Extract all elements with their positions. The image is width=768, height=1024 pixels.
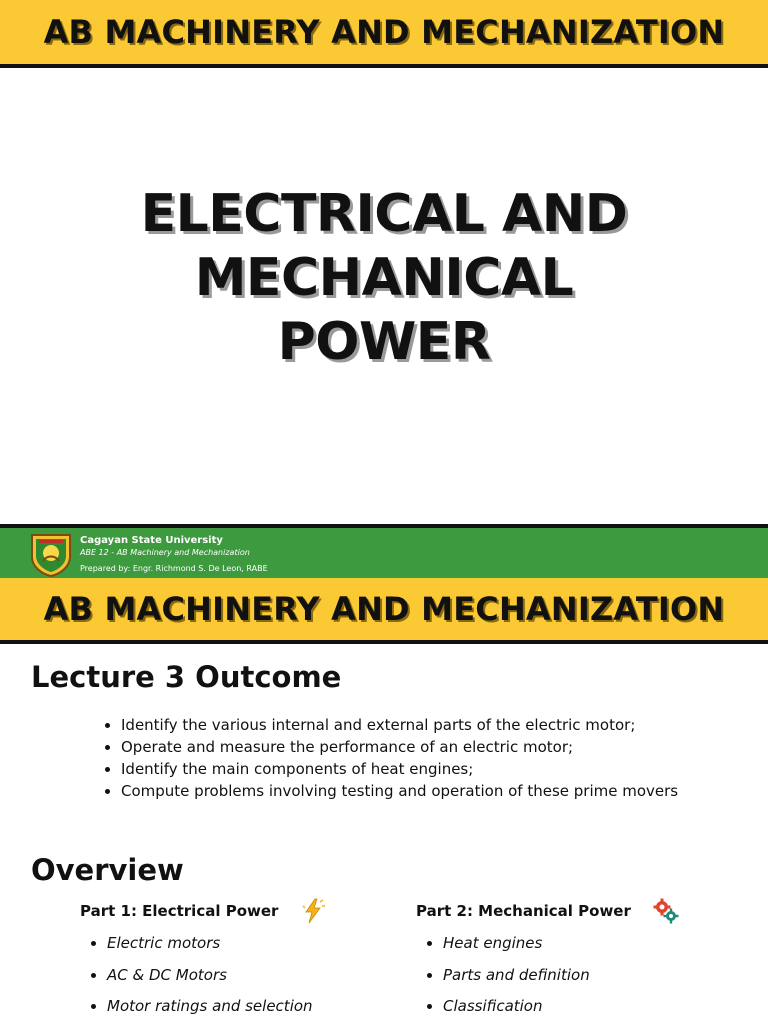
top-banner [0, 0, 768, 68]
part1-list [80, 928, 400, 1023]
list-item: • AC & DC Motors [107, 960, 400, 992]
cover-title-line-3: POWER [277, 312, 491, 372]
second-banner-title: AB MACHINERY AND MECHANIZATION [43, 590, 725, 628]
list-item: • Motor ratings and selection [107, 991, 400, 1023]
part1-title: Part 1: Electrical Power [80, 902, 279, 920]
gears-icon [653, 898, 679, 924]
part2-section [416, 900, 736, 1023]
list-item: • Heat engines [443, 928, 736, 960]
list-item: • Identify the main components of heat engines; [121, 758, 681, 780]
list-item: • Identify the various internal and external parts of the electric motor; [121, 714, 681, 736]
part1-section [80, 900, 400, 1023]
cover-title-line-1: ELECTRICAL AND [140, 184, 628, 244]
prepared-by: Prepared by: Engr. Richmond S. De Leon, RABE [80, 564, 268, 573]
course-name: ABE 12 - AB Machinery and Mechanization [80, 548, 250, 557]
overview-heading: Overview [31, 853, 184, 887]
part2-title: Part 2: Mechanical Power [416, 902, 631, 920]
banner-title: AB MACHINERY AND MECHANIZATION [43, 13, 725, 51]
list-item: • Electric motors [107, 928, 400, 960]
cover-title [0, 182, 768, 374]
cover-title-line-2: MECHANICAL [194, 248, 574, 308]
list-item: • Compute problems involving testing and operation of these prime movers [121, 780, 681, 802]
university-name: Cagayan State University [80, 535, 223, 546]
outcome-heading: Lecture 3 Outcome [31, 660, 342, 694]
list-item: • Parts and definition [443, 960, 736, 992]
outcome-list [100, 714, 681, 802]
list-item: • Classification [443, 991, 736, 1023]
second-banner [0, 578, 768, 644]
university-seal-icon [30, 533, 72, 577]
list-item: • Operate and measure the performance of an electric motor; [121, 736, 681, 758]
lightning-icon [300, 898, 326, 924]
footer-bar [0, 524, 768, 580]
part2-list [416, 928, 736, 1023]
